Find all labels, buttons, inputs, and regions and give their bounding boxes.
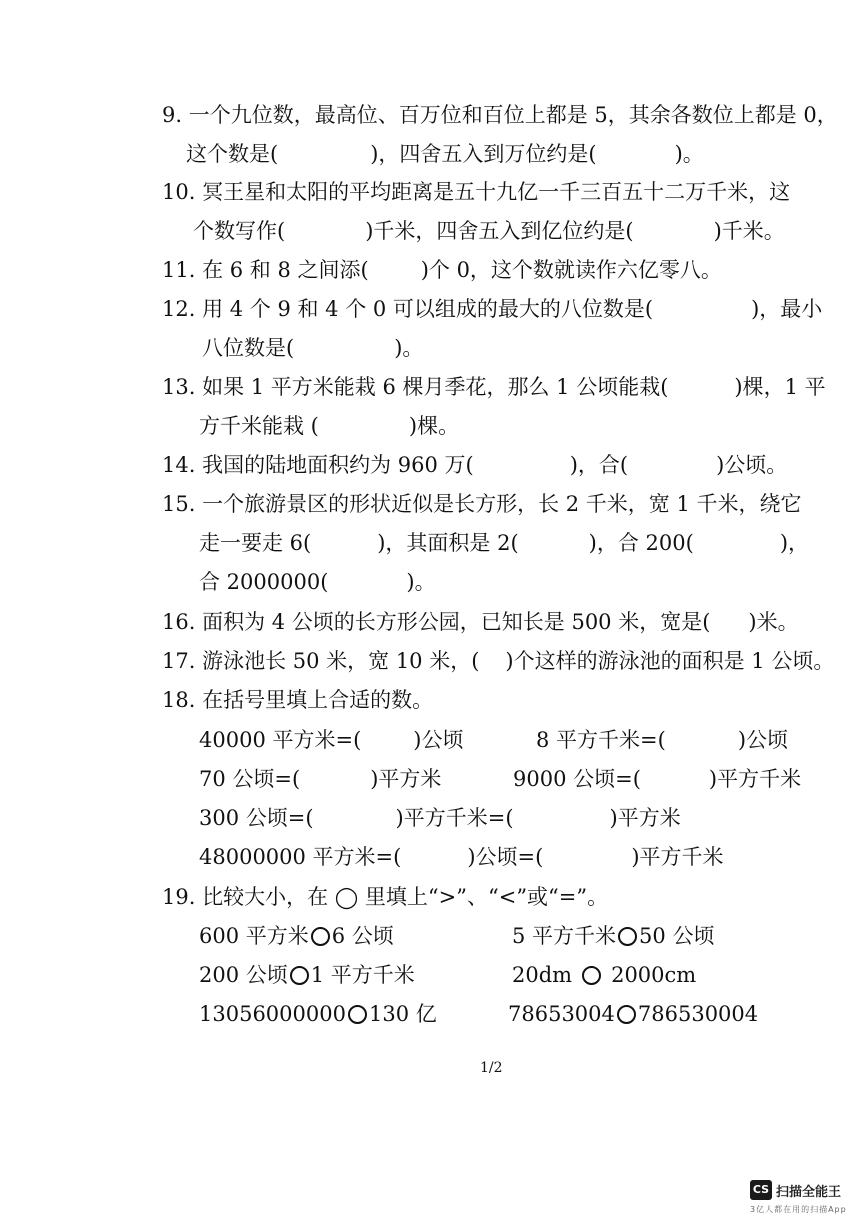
watermark-tagline: 3亿人都在用的扫描App: [750, 1205, 847, 1214]
scanner-watermark: [750, 1180, 860, 1220]
q14: 14. 我国的陆地面积约为 960 万( )，合( )公顷。: [162, 453, 788, 477]
q19-row2-left: 200 公顷 1 平方千米: [199, 963, 415, 987]
q18-row4: 48000000 平方米=( )公顷=( )平方千米: [199, 845, 724, 869]
compare-circle-icon[interactable]: [348, 1005, 367, 1024]
q9-line2: 这个数是( )，四舍五入到万位约是( )。: [186, 142, 704, 166]
page-number: 1/2: [480, 1060, 503, 1076]
compare-circle-icon[interactable]: [311, 927, 330, 946]
q18-row1-right: 8 平方千米=( )公顷: [536, 728, 789, 752]
q11: 11. 在 6 和 8 之间添( )个 0，这个数就读作六亿零八。: [162, 258, 722, 282]
q19-row2-right: 20dm 2000cm: [512, 963, 697, 987]
q12-line1: 12. 用 4 个 9 和 4 个 0 可以组成的最大的八位数是( )，最小: [162, 297, 823, 321]
q13-line2: 方千米能栽 ( )棵。: [199, 414, 460, 438]
camscanner-logo-icon: CS: [750, 1180, 772, 1200]
q18-row2-left: 70 公顷=( )平方米: [199, 767, 442, 791]
q18-row3: 300 公顷=( )平方千米=( )平方米: [199, 806, 681, 830]
q15-line1: 15. 一个旅游景区的形状近似是长方形，长 2 千米，宽 1 千米，绕它: [162, 492, 802, 516]
q18-row2-right: 9000 公顷=( )平方千米: [513, 767, 802, 791]
watermark-app-name: 扫描全能王: [776, 1185, 842, 1200]
q16: 16. 面积为 4 公顷的长方形公园，已知长是 500 米，宽是( )米。: [162, 610, 799, 634]
q15-line2: 走一要走 6( )，其面积是 2( )，合 200( )，: [199, 531, 810, 555]
q19-row3-left: 13056000000 130 亿: [199, 1002, 437, 1026]
compare-circle-icon[interactable]: [582, 966, 601, 985]
compare-circle-icon[interactable]: [290, 966, 309, 985]
q12-line2: 八位数是( )。: [202, 336, 424, 360]
q19-row3-right: 78653004 786530004: [508, 1002, 759, 1026]
q15-line3: 合 2000000( )。: [199, 570, 436, 594]
q18-title: 18. 在括号里填上合适的数。: [162, 688, 434, 712]
q17: 17. 游泳池长 50 米，宽 10 米，( )个这样的游泳池的面积是 1 公顷。: [162, 649, 835, 673]
q10-line1: 10. 冥王星和太阳的平均距离是五十九亿一千三百五十二万千米，这: [162, 180, 791, 204]
q19-row1-right: 5 平方千米 50 公顷: [512, 924, 715, 948]
compare-circle-icon[interactable]: [617, 1005, 636, 1024]
q19-row1-left: 600 平方米 6 公顷: [199, 924, 394, 948]
q9-line1: 9. 一个九位数，最高位、百万位和百位上都是 5，其余各数位上都是 0，: [162, 103, 838, 127]
q13-line1: 13. 如果 1 平方米能栽 6 棵月季花，那么 1 公顷能栽( )棵，1 平: [162, 375, 826, 399]
q19-title: 19. 比较大小，在 ◯ 里填上“>”、“<”或“=”。: [162, 885, 609, 909]
compare-circle-icon[interactable]: [618, 927, 637, 946]
q18-row1-left: 40000 平方米=( )公顷: [199, 728, 464, 752]
q10-line2: 个数写作( )千米，四舍五入到亿位约是( )千米。: [193, 219, 785, 243]
